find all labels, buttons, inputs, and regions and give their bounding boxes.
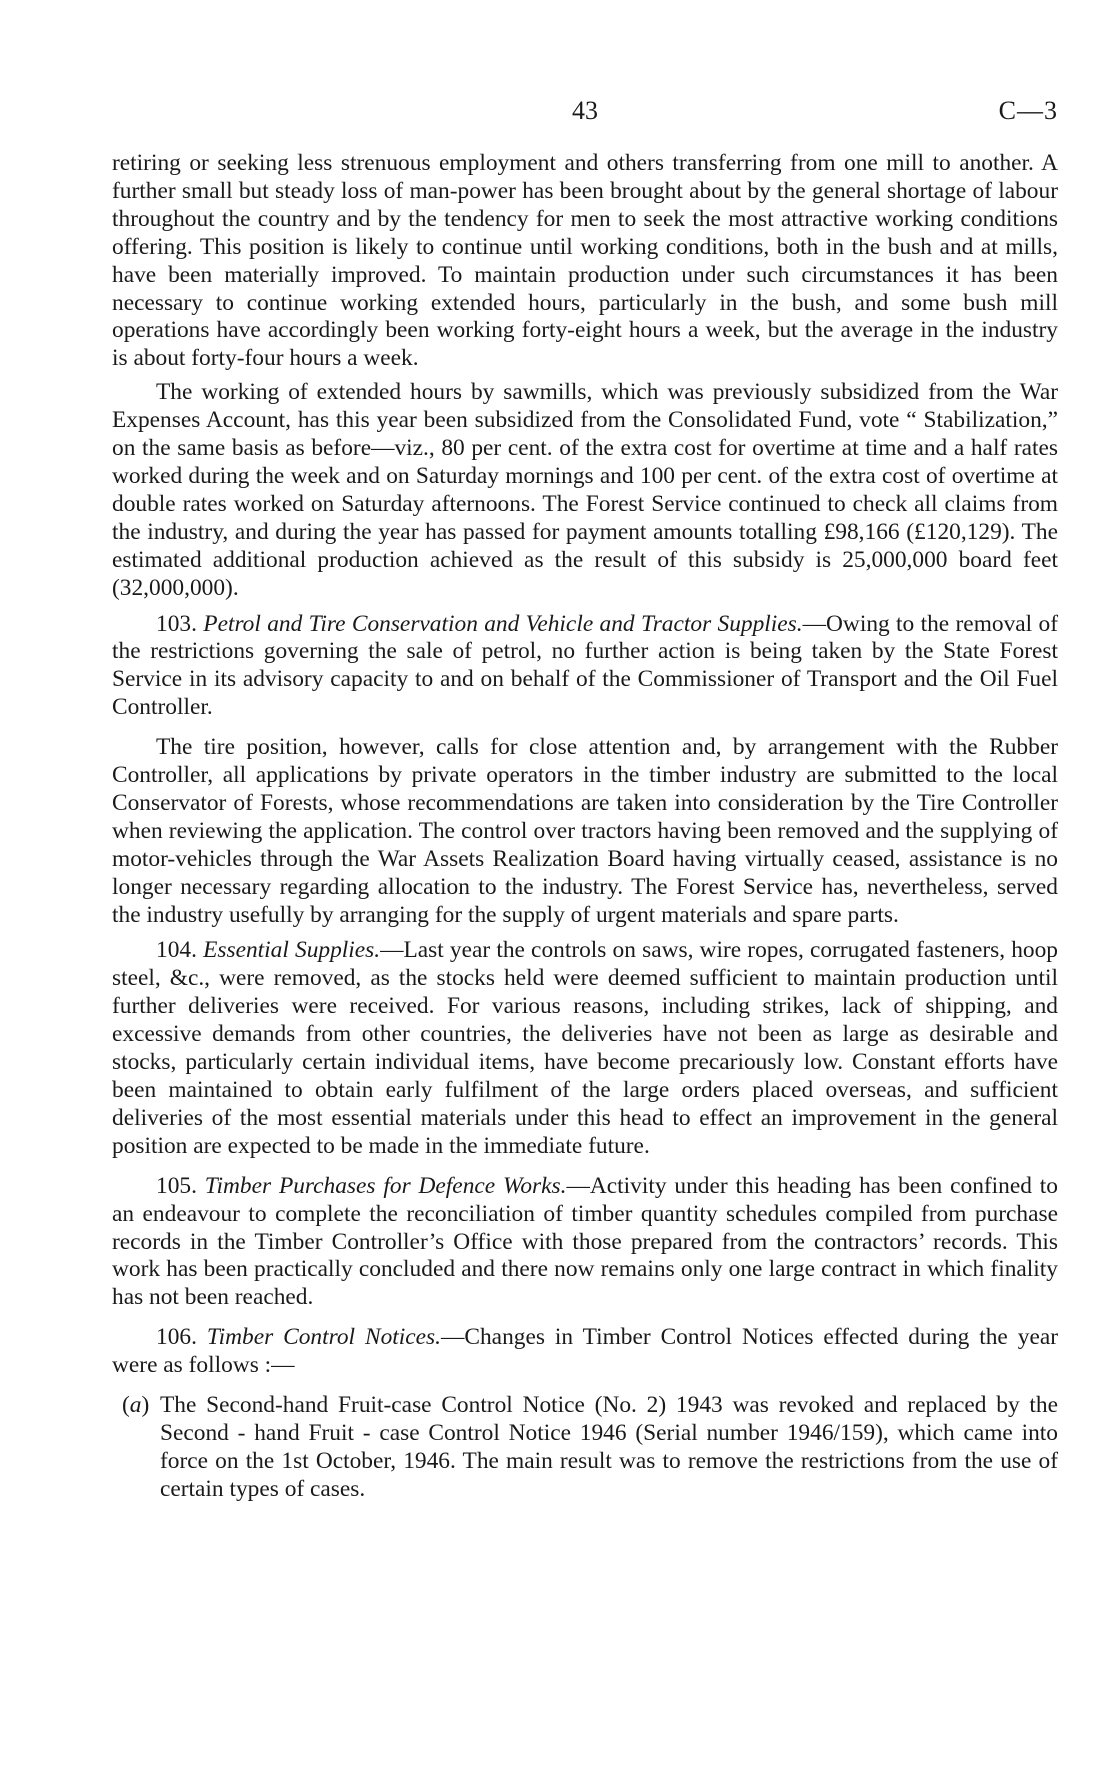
section-text: —Owing to the removal of the restrictions governing the sale of petrol, no further action is being taken by the State Forest Service in its advisory capacity to and on behalf of the Commissioner of Transport and the Oil Fuel Controller. [112,610,1058,721]
page-header [112,96,1058,136]
list-marker-close: ) [141,1392,150,1419]
section-title: Timber Control Notices. [206,1324,441,1351]
section-number: 106. [156,1324,207,1351]
section-number: 105. [156,1172,205,1199]
list-marker [112,1392,160,1420]
paragraph-tire-position: The tire position, however, calls for close attention and, by arrangement with the Rubber Controller, all applications by private operators in the timber industry are submitted to the local Conservator of Forests, whose recommendations are taken into consideration by the Tire Controller when reviewing the application. The control over tractors having been removed and the supplying of motor-vehicles through the War Assets Realization Board having virtually ceased, assistance is no longer necessary regarding allocation to the industry. The Forest Service has, nevertheless, served the industry usefully by arranging for the supply of urgent materials and spare parts. [112,734,1058,928]
page-reference: C—3 [998,96,1058,125]
section-title: Timber Purchases for Defence Works. [204,1172,567,1199]
list-marker-letter: a [129,1392,142,1419]
paragraph-continued: retiring or seeking less strenuous employment and others transferring from one mill to another. A further small but steady loss of man-power has been brought about by the general shortage of labour throughout the country and by the tendency for men to seek the most attractive working conditions offering. This position is likely to continue until working conditions, both in the bush and at mills, have been materially improved. To maintain production under such circumstances it has been necessary to continue working extended hours, particularly in the bush, and some bush mill operations have accordingly been working forty-eight hours a week, but the average in the industry is about forty-four hours a week. [112,150,1058,372]
list-marker-open: ( [122,1392,130,1419]
section-number: 103. [156,610,204,637]
list-item-a [112,1392,1058,1504]
section-title: Essential Supplies. [203,937,381,964]
section-text: —Activity under this heading has been confined to an endeavour to complete the reconciliation of timber quantity schedules compiled from purchase records in the Timber Controller’s Office with those prepared from the contractors’ records. This work has been practically concluded and there now remains only one large contract in which finality has not been reached. [112,1172,1058,1311]
paragraph-extended-hours: The working of extended hours by sawmills, which was previously subsidized from the War Expenses Account, has this year been subsidized from the Consolidated Fund, vote “ Stabilization,” on the same basis as before—viz., 80 per cent. of the extra cost for overtime at time and a half rates worked during the week and on Saturday mornings and 100 per cent. of the extra cost of overtime at double rates worked on Saturday afternoons. The Forest Service continued to check all claims from the industry, and during the year has passed for payment amounts totalling £98,166 (£120,129). The estimated additional production achieved as the result of this subsidy is 25,000,000 board feet (32,000,000). [112,379,1058,601]
section-text: —Last year the controls on saws, wire ropes, corrugated fasteners, hoop steel, &c., were removed, as the stocks held were deemed sufficient to maintain production until further deliveries were received. For various reasons, including strikes, lack of shipping, and excessive demands from other countries, the deliveries have not been as large as desirable and stocks, particularly certain individual items, have become precariously low. Constant efforts have been maintained to obtain early fulfilment of the large orders placed overseas, and sufficient deliveries of the most essential materials under this head to effect an improvement in the general position are expected to be made in the immediate future. [112,937,1059,1159]
section-105 [112,1173,1058,1313]
section-title: Petrol and Tire Conservation and Vehicle and Tractor Supplies. [203,610,803,637]
list-item-text: The Second-hand Fruit-case Control Notice (No. 2) 1943 was revoked and replaced by the Second - hand Fruit - case Control Notice 1946 (Serial number 1946/159), which came into force on the 1st October, 1946. The main result was to remove the restrictions from the use of certain types of cases. [160,1392,1058,1502]
section-106 [112,1324,1058,1380]
section-103 [112,611,1058,723]
document-body [112,150,1058,1504]
section-104 [112,937,1058,1160]
section-number: 104. [156,937,204,964]
section-text: —Changes in Timber Control Notices effected during the year were as follows :— [112,1324,1059,1379]
page-number: 43 [572,96,598,125]
